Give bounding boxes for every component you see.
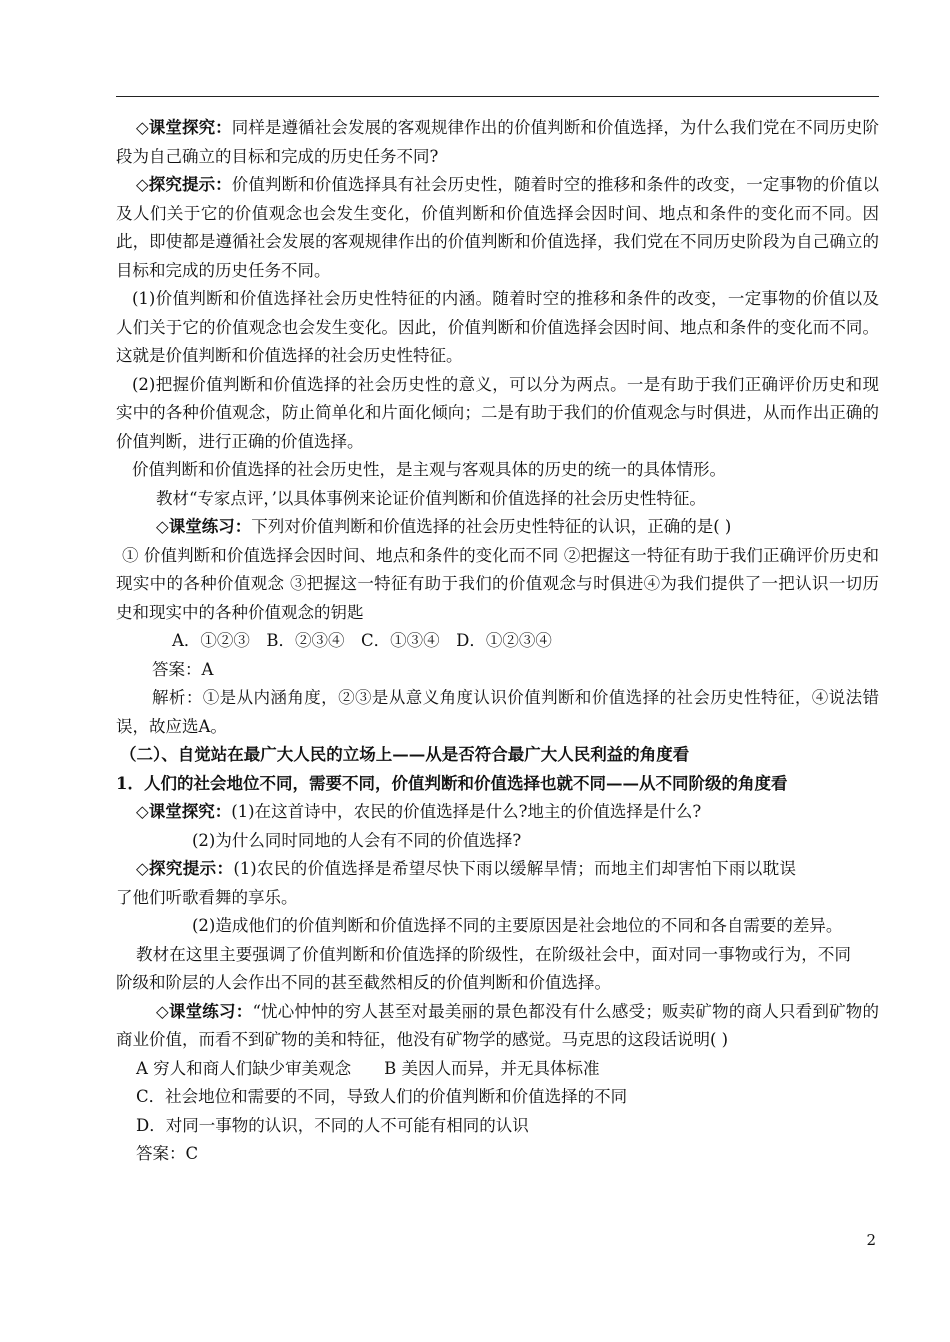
paragraph-inquiry-2-q2: (2)为什么同时同地的人会有不同的价值选择? [192, 830, 522, 850]
exercise-2-answer: 答案：C [136, 1144, 199, 1163]
exercise-2-options-ab: A 穷人和商人们缺少审美观念 B 美因人而异，并无具体标准 [136, 1058, 600, 1078]
subsection-heading-1: 1．人们的社会地位不同，需要不同，价值判断和价值选择也就不同——从不同阶级的角度看 [116, 773, 788, 793]
paragraph-exercise-1: ◇课堂练习：下列对价值判断和价值选择的社会历史性特征的认识，正确的是( ) [156, 517, 732, 536]
header-rule [116, 96, 879, 97]
exercise-1-analysis: 解析：①是从内涵角度，②③是从意义角度认识价值判断和价值选择的社会历史性特征，④说法错误，故应选A。 [116, 688, 879, 736]
paragraph-hint-1: ◇探究提示：价值判断和价值选择具有社会历史性，随着时空的推移和条件的改变，一定事物的价值以及人们关于它的价值观念也会发生变化，价值判断和价值选择会因时间、地点和条件的变化而不同。因此，即使都是遵循社会发展的客观规律作出的价值判断和价值选择，我们党在不同历史阶段为自己确立的目标和完成的历史任务不同。 [116, 175, 879, 280]
hint-label: ◇探究提示： [136, 859, 234, 878]
inquiry-label: ◇课堂探究： [136, 802, 232, 821]
page-number: 2 [866, 1231, 876, 1249]
paragraph-inquiry-1: ◇课堂探究：同样是遵循社会发展的客观规律作出的价值判断和价值选择，为什么我们党在不同历史阶段为自己确立的目标和完成的历史任务不同? [116, 118, 879, 166]
hint-label: ◇探究提示： [136, 175, 232, 194]
paragraph-hint-2: ◇探究提示：(1)农民的价值选择是希望尽快下雨以缓解旱情；而地主们却害怕下雨以耽误了他们听歌看舞的享乐。 [116, 859, 796, 907]
paragraph-exercise-2: ◇课堂练习：“忧心忡忡的穷人甚至对最美丽的景色都没有什么感受；贩卖矿物的商人只看到矿物的商业价值，而看不到矿物的美和特征，他没有矿物学的感觉。马克思的这段话说明( ) [116, 1001, 879, 1049]
paragraph-textbook-class: 教材在这里主要强调了价值判断和价值选择的阶级性，在阶级社会中，面对同一事物或行为，不同阶级和阶层的人会作出不同的甚至截然相反的价值判断和价值选择。 [116, 944, 851, 992]
exercise-label: ◇课堂练习： [156, 517, 252, 536]
paragraph-textbook-note: 教材“专家点评，’以具体事例来论证价值判断和价值选择的社会历史性特征。 [156, 488, 706, 508]
exercise-2-option-d: D．对同一事物的认识，不同的人不可能有相同的认识 [136, 1115, 529, 1135]
exercise-2-option-c: C．社会地位和需要的不同，导致人们的价值判断和价值选择的不同 [136, 1087, 628, 1106]
exercise-1-answer: 答案：A [152, 659, 214, 679]
paragraph-point-1: (1)价值判断和价值选择社会历史性特征的内涵。随着时空的推移和条件的改变，一定事物的价值以及人们关于它的价值观念也会发生变化。因此，价值判断和价值选择会因时间、地点和条件的变化而不同。这就是价值判断和价值选择的社会历史性特征。 [116, 289, 879, 365]
paragraph-summary: 价值判断和价值选择的社会历史性，是主观与客观具体的历史的统一的具体情形。 [132, 460, 726, 479]
inquiry-label: ◇课堂探究： [136, 118, 232, 137]
paragraph-point-2: (2)把握价值判断和价值选择的社会历史性的意义，可以分为两点。一是有助于我们正确评价历史和现实中的各种价值观念，防止简单化和片面化倾向；二是有助于我们的价值观念与时俱进，从而作出正确的价值判断，进行正确的价值选择。 [116, 374, 879, 451]
section-heading-2: （二）、自觉站在最广大人民的立场上——从是否符合最广大人民利益的角度看 [120, 745, 690, 764]
exercise-1-statements: ① 价值判断和价值选择会因时间、地点和条件的变化而不同 ②把握这一特征有助于我们正确评价历史和现实中的各种价值观念 ③把握这一特征有助于我们的价值观念与时俱进④为我们提供了一把认识一切历史和现实中的各种价值观念的钥匙 [116, 545, 879, 622]
document-body [116, 114, 879, 1169]
paragraph-hint-2-point-2: (2)造成他们的价值判断和价值选择不同的主要原因是社会地位的不同和各自需要的差异。 [192, 916, 843, 935]
exercise-label: ◇课堂练习： [156, 1001, 253, 1021]
exercise-1-options: A．①②③ B．②③④ C．①③④ D．①②③④ [172, 631, 552, 650]
paragraph-inquiry-2: ◇课堂探究：(1)在这首诗中，农民的价值选择是什么?地主的价值选择是什么? [136, 802, 702, 821]
